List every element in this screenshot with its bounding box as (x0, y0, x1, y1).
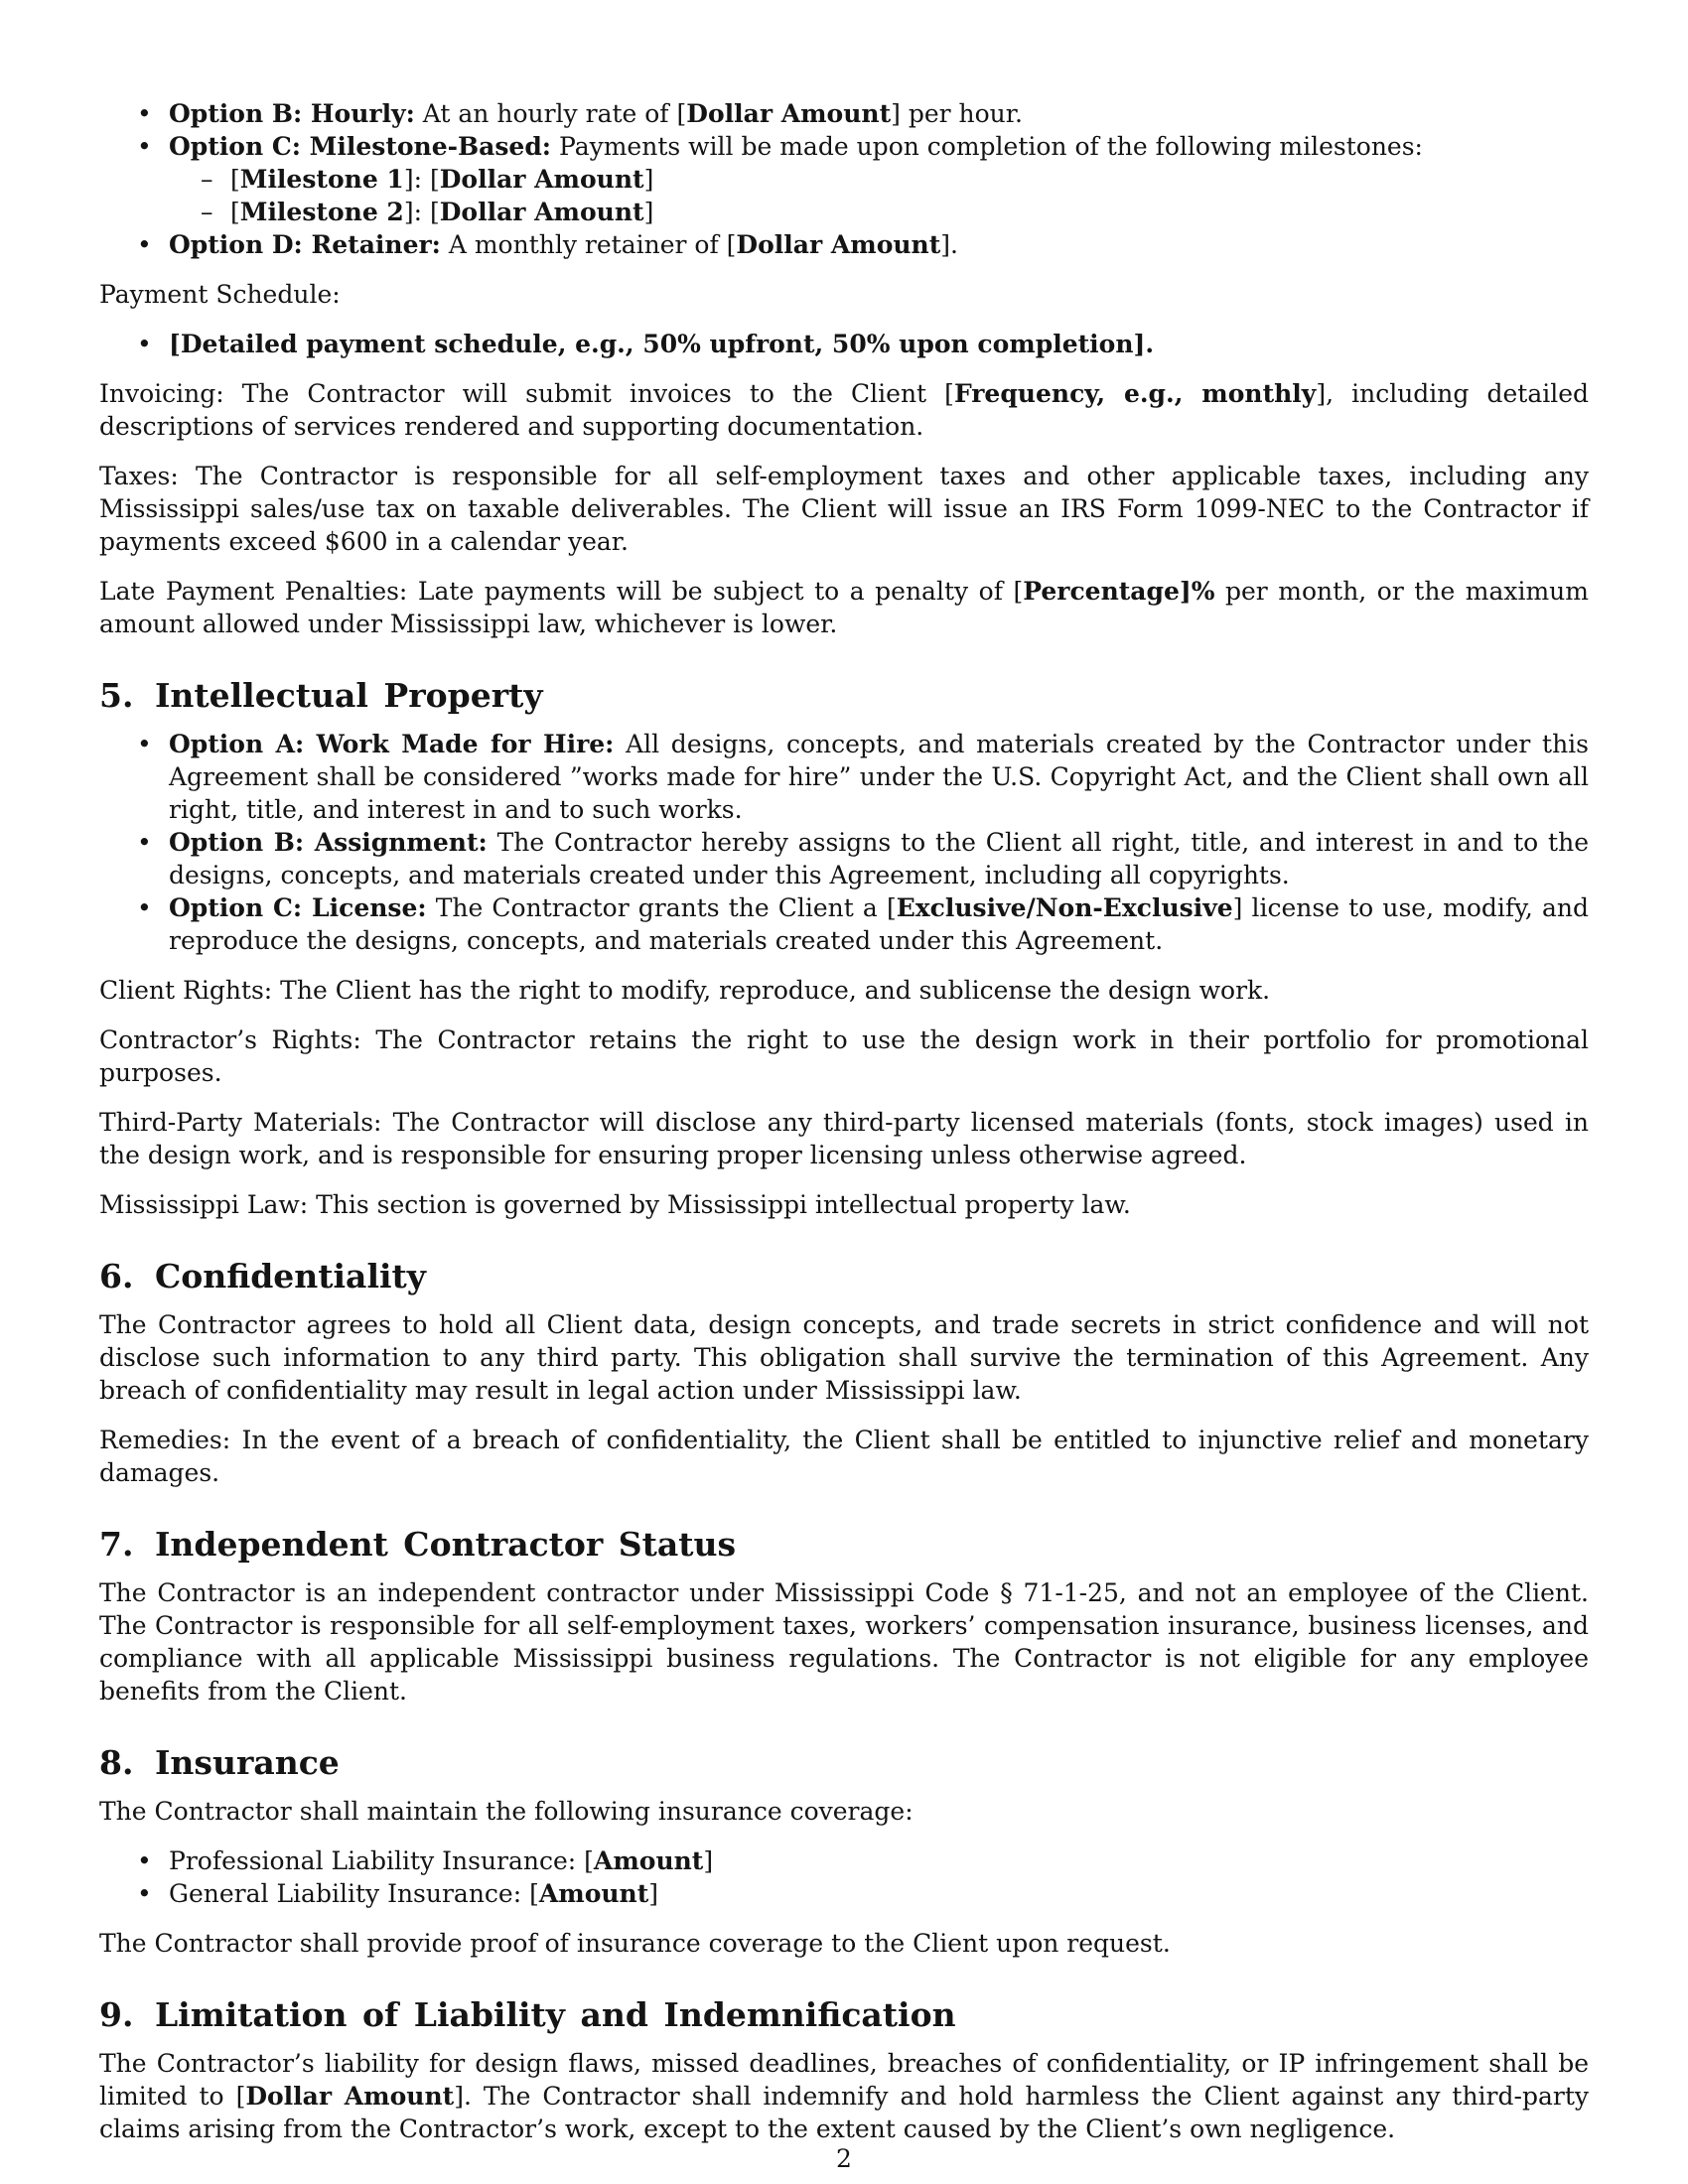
insurance-proof-paragraph: The Contractor shall provide proof of insurance coverage to the Client upon request. (99, 1929, 1171, 1958)
section-heading-intellectual-property: 5. Intellectual Property (99, 676, 543, 715)
page-number: 2 (836, 2144, 852, 2173)
payment-schedule-list (99, 328, 1589, 360)
section-heading-liability: 9. Limitation of Liability and Indemnification (99, 1995, 956, 2034)
section-heading-insurance: 8. Insurance (99, 1743, 340, 1782)
list-item: • Option C: License: The Contractor grants the Client a [Exclusive/Non-Exclusive] license to use, modify, and reproduce the designs, concepts, and materials created under this Agreement. (99, 891, 1589, 957)
contractor-rights-paragraph: Contractor’s Rights: The Contractor retains the right to use the design work in their portfolio for promotional purposes. (99, 1025, 1589, 1087)
payment-options-list (99, 97, 1589, 261)
list-item: – [Milestone 1]: [Dollar Amount] (169, 163, 1589, 196)
taxes-paragraph: Taxes: The Contractor is responsible for all self-employment taxes and other applicable taxes, including any Mississippi sales/use tax on taxable deliverables. The Client will issue an IRS Form 1099-NEC to the Contractor if payments exceed $600 in a calendar year. (99, 462, 1589, 556)
client-rights-paragraph: Client Rights: The Client has the right to modify, reproduce, and sublicense the design work. (99, 976, 1271, 1005)
list-item: • Option B: Assignment: The Contractor hereby assigns to the Client all right, title, and interest in and to the designs, concepts, and materials created under this Agreement, including all copyrights. (99, 826, 1589, 891)
remedies-paragraph: Remedies: In the event of a breach of confidentiality, the Client shall be entitled to injunctive relief and monetary damages. (99, 1426, 1589, 1487)
section-heading-contractor-status: 7. Independent Contractor Status (99, 1525, 737, 1564)
list-item: • Option B: Hourly: At an hourly rate of [Dollar Amount] per hour. (99, 97, 1589, 130)
list-item: – [Milestone 2]: [Dollar Amount] (169, 196, 1589, 228)
insurance-intro: The Contractor shall maintain the following insurance coverage: (99, 1797, 914, 1826)
list-item: • Professional Liability Insurance: [Amount] (99, 1844, 1589, 1877)
list-item: • [Detailed payment schedule, e.g., 50% upfront, 50% upon completion]. (99, 328, 1589, 360)
milestones-list (169, 163, 1589, 228)
confidentiality-paragraph: The Contractor agrees to hold all Client data, design concepts, and trade secrets in strict confidence and will not disclose such information to any third party. This obligation shall survive the termination of this Agreement. Any breach of confidentiality may result in legal action under Mississippi law. (99, 1310, 1589, 1405)
section-heading-confidentiality: 6. Confidentiality (99, 1257, 426, 1296)
third-party-paragraph: Third-Party Materials: The Contractor will disclose any third-party licensed materials (fonts, stock images) used in the design work, and is responsible for ensuring proper licensing unless otherwise agreed. (99, 1108, 1589, 1169)
insurance-list (99, 1844, 1589, 1910)
document-page (99, 97, 1589, 2162)
liability-paragraph: The Contractor’s liability for design flaws, missed deadlines, breaches of confidentiality, or IP infringement shall be limited to [Dollar Amount]. The Contractor shall indemnify and hold harmless the Client against any third-party claims arising from the Contractor’s work, except to the extent caused by the Client’s own negligence. (99, 2049, 1589, 2143)
list-item: • Option A: Work Made for Hire: All designs, concepts, and materials created by the Contractor under this Agreement shall be considered ”works made for hire” under the U.S. Copyright Act, and the Client shall own all right, title, and interest in and to such works. (99, 728, 1589, 826)
list-item: • Option C: Milestone-Based: Payments will be made upon completion of the following milestones: – [Milestone 1]: [Dollar Amount] – [Milestone 2]: [Dollar Amount] (99, 130, 1589, 228)
ms-law-paragraph: Mississippi Law: This section is governed by Mississippi intellectual property law. (99, 1190, 1131, 1219)
ip-options-list (99, 728, 1589, 957)
late-payment-paragraph: Late Payment Penalties: Late payments will be subject to a penalty of [Percentage]% per month, or the maximum amount allowed under Mississippi law, whichever is lower. (99, 577, 1589, 638)
contractor-status-paragraph: The Contractor is an independent contractor under Mississippi Code § 71-1-25, and not an employee of the Client. The Contractor is responsible for all self-employment taxes, workers’ compensation insurance, business licenses, and compliance with all applicable Mississippi business regulations. The Contractor is not eligible for any employee benefits from the Client. (99, 1578, 1589, 1706)
invoicing-paragraph: Invoicing: The Contractor will submit invoices to the Client [Frequency, e.g., monthly], including detailed descriptions of services rendered and supporting documentation. (99, 379, 1590, 441)
list-item: • General Liability Insurance: [Amount] (99, 1877, 1589, 1910)
payment-schedule-label: Payment Schedule: (99, 280, 341, 309)
list-item: • Option D: Retainer: A monthly retainer of [Dollar Amount]. (99, 228, 1589, 261)
